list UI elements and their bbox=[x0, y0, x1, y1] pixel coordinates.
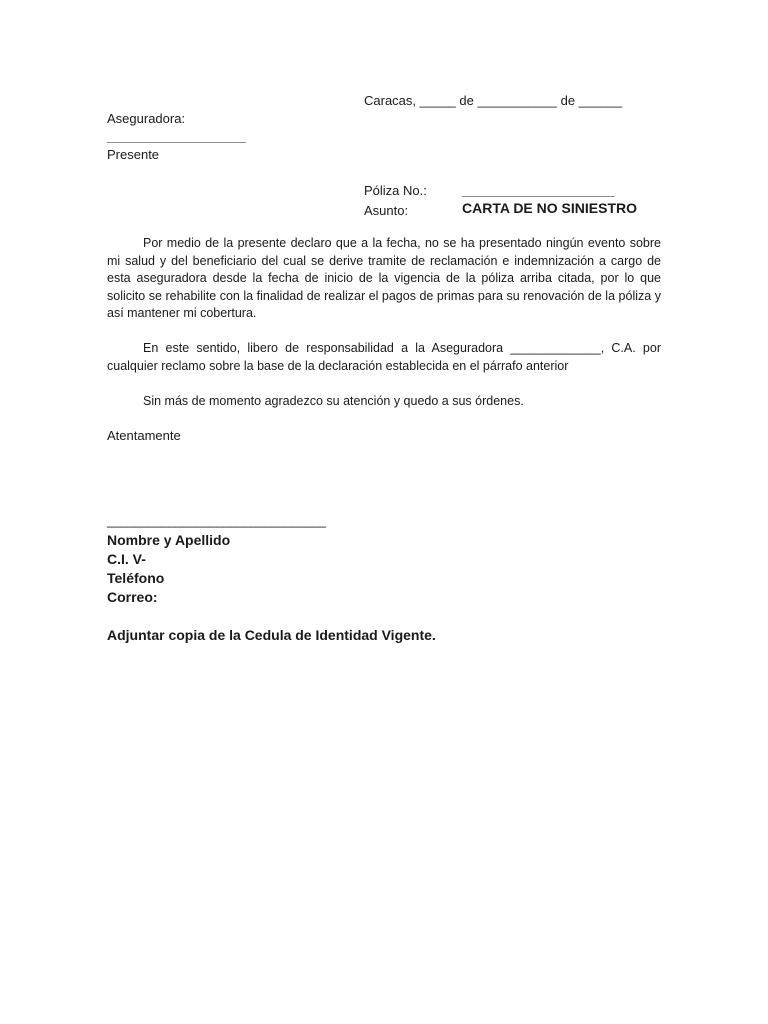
body-paragraph-2 bbox=[107, 340, 661, 375]
insurer-label: Aseguradora: bbox=[107, 111, 186, 126]
subject-title: CARTA DE NO SINIESTRO bbox=[462, 200, 638, 216]
place-date-line: Caracas, _____ de ___________ de ______ bbox=[364, 93, 623, 108]
paragraph-1-text: Por medio de la presente declaro que a la fecha, no se ha presentado ningún evento sobre mi salud y del beneficiario del cual se derive tramite de reclamación e indemnización a cargo de esta aseguradora desde la fecha de inicio de la vigencia de la póliza arriba citada, por lo que solicito se rehabilite con la finalidad de realizar el pagos de primas para su renovación de la póliza y así mantener mi cobertura. bbox=[107, 236, 661, 321]
policy-number-blank: ______________________ bbox=[462, 183, 615, 198]
signer-email-label: Correo: bbox=[107, 589, 158, 605]
body-paragraph-3 bbox=[107, 393, 661, 411]
paragraph-3-text: Sin más de momento agradezco su atención y quedo a sus órdenes. bbox=[143, 394, 524, 408]
signature-block bbox=[107, 531, 230, 607]
insurer-blank: ____________________ bbox=[107, 129, 246, 144]
paragraph-2-text: En este sentido, libero de responsabilidad a la Aseguradora _____________, C.A. por cualquier reclamo sobre la base de la declaración establecida en el párrafo anterior bbox=[107, 341, 661, 373]
signer-id-label: C.I. V- bbox=[107, 551, 146, 567]
closing-salutation: Atentamente bbox=[107, 428, 181, 443]
policy-number-label: Póliza No.: bbox=[364, 183, 427, 198]
body-paragraph-1 bbox=[107, 235, 661, 323]
subject-label: Asunto: bbox=[364, 203, 409, 218]
signer-phone-label: Teléfono bbox=[107, 570, 165, 586]
signature-line: ________________________________ bbox=[107, 513, 326, 528]
signer-name-label: Nombre y Apellido bbox=[107, 532, 231, 548]
present-label: Presente bbox=[107, 147, 160, 162]
attachment-note: Adjuntar copia de la Cedula de Identidad Vigente. bbox=[107, 627, 436, 643]
